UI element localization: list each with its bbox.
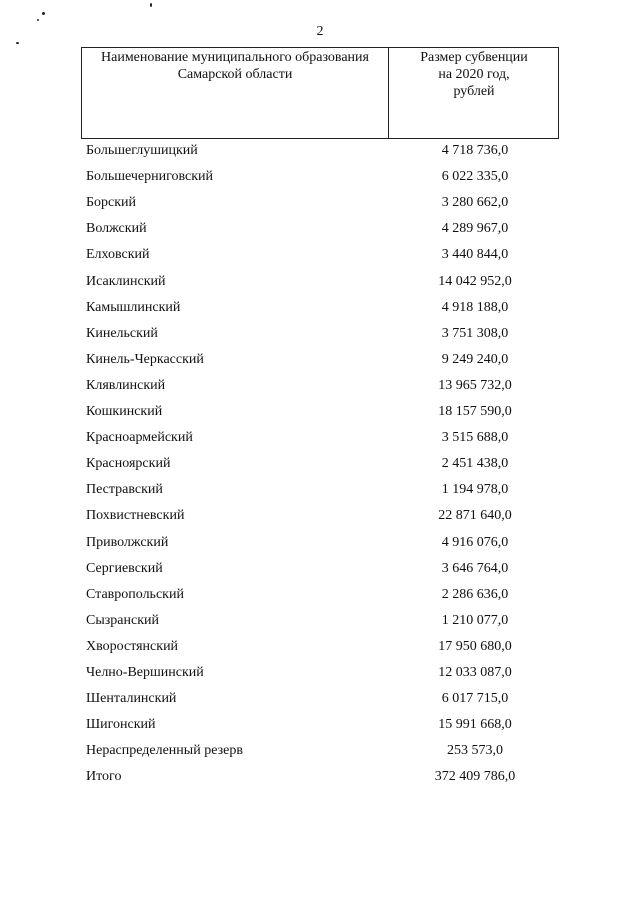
table-row [0, 482, 640, 502]
subvention-amount: 3 515 688,0 [441, 430, 509, 446]
table-row [0, 247, 640, 267]
municipality-name: Красноярский [86, 456, 171, 472]
subvention-amount: 14 042 952,0 [438, 273, 512, 289]
municipality-name: Похвистневский [86, 508, 185, 524]
header-amount-line: Размер субвенции [420, 50, 528, 65]
scan-speck [150, 3, 152, 7]
table-row [0, 665, 640, 685]
table-row [0, 378, 640, 398]
table-row [0, 274, 640, 294]
municipality-name: Пестравский [86, 482, 163, 498]
municipality-name: Приволжский [86, 534, 169, 550]
municipality-name: Нераспределенный резерв [86, 743, 243, 759]
header-amount-line: рублей [453, 84, 495, 99]
subvention-amount: 17 950 680,0 [438, 638, 512, 654]
table-row [0, 769, 640, 789]
page-number: 2 [316, 24, 324, 39]
municipality-name: Борский [86, 195, 137, 211]
table-row [0, 169, 640, 189]
table-row [0, 639, 640, 659]
scan-speck [42, 12, 45, 15]
table-row [0, 535, 640, 555]
municipality-name: Кошкинский [86, 404, 163, 419]
subvention-amount: 3 646 764,0 [441, 560, 509, 576]
subvention-amount: 372 409 786,0 [434, 769, 516, 785]
table-row [0, 613, 640, 633]
table-row [0, 717, 640, 737]
table-row [0, 587, 640, 607]
table-row [0, 561, 640, 581]
municipality-name: Хворостянский [86, 638, 179, 654]
table-row [0, 430, 640, 450]
subvention-amount: 3 751 308,0 [441, 325, 509, 341]
subvention-amount: 3 280 662,0 [441, 195, 509, 211]
table-row [0, 691, 640, 711]
subvention-amount: 22 871 640,0 [438, 508, 512, 524]
table-row [0, 352, 640, 372]
subvention-amount: 4 918 188,0 [441, 299, 509, 315]
header-amount-line: на 2020 год, [438, 67, 510, 82]
table-row [0, 300, 640, 320]
subvention-amount: 4 718 736,0 [441, 143, 509, 158]
subvention-amount: 2 286 636,0 [441, 586, 509, 602]
municipality-name: Большечерниговский [86, 169, 214, 185]
table-row [0, 326, 640, 346]
municipality-name: Большеглушицкий [86, 143, 198, 158]
municipality-name: Елховский [86, 247, 150, 263]
municipality-name: Сергиевский [86, 560, 163, 576]
municipality-name: Кинельский [86, 325, 158, 341]
municipality-name: Кинель-Черкасский [86, 351, 204, 367]
table-row [0, 143, 640, 163]
scan-speck [37, 19, 39, 21]
table-row [0, 221, 640, 241]
subvention-amount: 6 022 335,0 [441, 169, 509, 185]
header-municipality-name: Наименование муниципального образования Самарской области [101, 50, 369, 82]
table-row [0, 508, 640, 528]
subvention-amount: 15 991 668,0 [438, 717, 512, 733]
municipality-name: Красноармейский [86, 430, 193, 446]
table-row [0, 743, 640, 763]
municipality-name: Камышлинский [86, 299, 181, 315]
subvention-amount: 13 965 732,0 [438, 377, 512, 393]
municipality-name: Шенталинский [86, 691, 177, 707]
table-row [0, 404, 640, 424]
subvention-amount: 253 573,0 [447, 743, 503, 759]
subvention-amount: 12 033 087,0 [438, 665, 512, 680]
subvention-amount: 9 249 240,0 [441, 351, 509, 367]
subvention-amount: 2 451 438,0 [441, 456, 509, 472]
municipality-name: Исаклинский [86, 273, 166, 289]
municipality-name: Шигонский [86, 717, 156, 733]
subvention-amount: 1 210 077,0 [441, 612, 509, 628]
municipality-name: Волжский [86, 221, 147, 237]
table-row [0, 195, 640, 215]
municipality-name: Ставропольский [86, 586, 184, 602]
subvention-amount: 18 157 590,0 [438, 404, 512, 419]
municipality-name: Челно-Вершинский [86, 665, 204, 680]
subvention-amount: 3 440 844,0 [441, 247, 509, 263]
table-row [0, 456, 640, 476]
subvention-amount: 4 289 967,0 [441, 221, 509, 237]
subvention-amount: 6 017 715,0 [441, 691, 509, 707]
scan-speck [16, 42, 19, 44]
municipality-name: Сызранский [86, 612, 159, 628]
municipality-name: Итого [86, 769, 122, 785]
subvention-amount: 1 194 978,0 [441, 482, 509, 498]
municipality-name: Клявлинский [86, 377, 166, 393]
subvention-amount: 4 916 076,0 [441, 534, 509, 550]
header-subvention-amount [389, 49, 559, 100]
